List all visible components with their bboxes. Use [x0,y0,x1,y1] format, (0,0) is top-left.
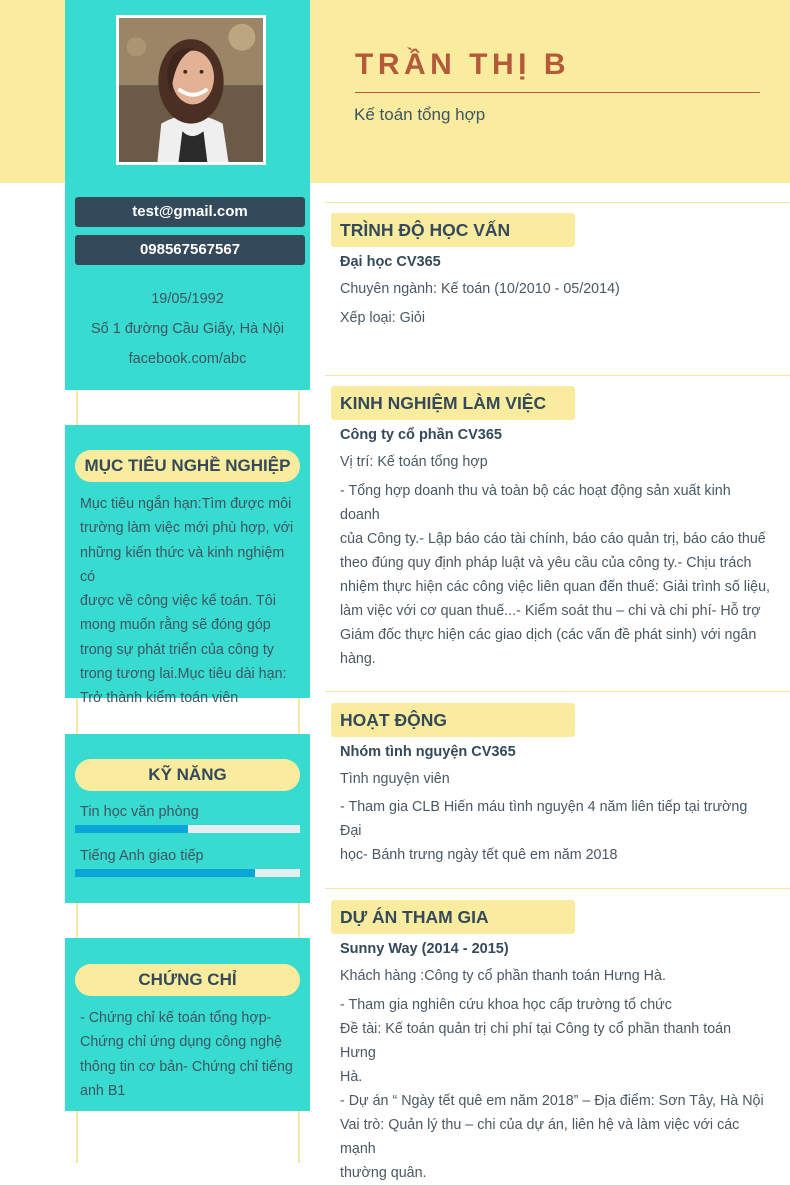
candidate-name: TRẦN THỊ B [355,48,570,81]
experience-description [340,479,770,671]
experience-line: theo đúng quy định pháp luật và yêu cầu của công ty.- Chịu trách [340,555,752,571]
objective-line: những kiến thức và kinh nghiệm có [80,544,285,585]
education-major: Chuyên ngành: Kế toán (10/2010 - 05/2014) [340,281,620,297]
objective-line: Mục tiêu ngắn hạn:Tìm được môi [80,496,292,512]
experience-line: làm việc với cơ quan thuế...- Kiểm soát thu – chi và chi phí- Hỗ trợ [340,603,761,619]
objective-heading: MỤC TIÊU NGHỀ NGHIỆP [75,450,300,482]
objective-line: trong sự phát triển của công ty [80,641,274,658]
skill-bar-track [75,825,300,833]
objective-text [80,492,302,711]
project-description [340,993,770,1185]
section-divider [325,691,790,692]
skills-heading: KỸ NĂNG [75,759,300,791]
project-line: Vai trò: Quản lý thu – chi của dự án, liên hệ và làm việc với các mạnh [340,1117,740,1157]
certificates-text [80,1006,302,1103]
avatar [116,15,266,165]
project-line: thường quân. [340,1165,427,1181]
project-name: Sunny Way (2014 - 2015) [340,941,509,957]
certificate-line: thông tin cơ bản- Chứng chỉ tiếng [80,1058,293,1075]
certificates-heading: CHỨNG CHỈ [75,964,300,996]
avatar-photo [119,18,263,162]
activities-org: Nhóm tình nguyện CV365 [340,744,516,760]
education-rank: Xếp loại: Giỏi [340,310,426,326]
education-heading: TRÌNH ĐỘ HỌC VẤN [331,213,575,247]
activities-role: Tình nguyện viên [340,771,450,787]
experience-line: Giám đốc thực hiện các giao dịch (các vấn đề phát sinh) với ngân [340,627,757,643]
certificate-line: Chứng chỉ ứng dụng công nghệ [80,1034,282,1051]
objective-line: được về công việc kế toán. Tôi [80,593,276,610]
facebook-text: facebook.com/abc [128,351,247,367]
project-line: - Tham gia nghiên cứu khoa học cấp trường tổ chức [340,997,672,1013]
project-line: - Dự án “ Ngày tết quê em năm 2018” – Địa điểm: Sơn Tây, Hà Nội [340,1093,764,1109]
skill-bar-fill [75,825,188,833]
skill-bar-track [75,869,300,877]
activities-description [340,795,770,867]
experience-line: nhiệm thực hiện các công việc liên quan đến thuế: Giải trình số liệu, [340,579,770,595]
education-school: Đại học CV365 [340,254,441,270]
experience-position: Vị trí: Kế toán tổng hợp [340,454,488,470]
certificate-line: anh B1 [80,1082,126,1099]
section-divider [325,202,790,203]
activities-line: học- Bánh trưng ngày tết quê em năm 2018 [340,847,618,863]
objective-line: Trở thành kiểm toán viên [80,690,239,707]
skill-name: Tiếng Anh giao tiếp [80,848,204,864]
activities-line: - Tham gia CLB Hiến máu tình nguyện 4 năm liên tiếp tại trường Đại [340,799,748,839]
objective-line: trường làm việc mới phù hợp, với [80,520,294,537]
experience-line: của Công ty.- Lập báo cáo tài chính, báo cáo quản trị, báo cáo thuế [340,531,766,547]
job-title: Kế toán tổng hợp [354,105,486,124]
objective-line: mong muốn rằng sẽ đóng góp [80,617,271,634]
name-divider [355,92,760,93]
project-line: Đề tài: Kế toán quản trị chi phí tại Công ty cổ phần thanh toán Hưng [340,1021,732,1061]
section-divider [325,888,790,889]
experience-heading: KINH NGHIỆM LÀM VIỆC [331,386,575,420]
experience-line: hàng. [340,651,376,667]
experience-line: - Tổng hợp doanh thu và toàn bộ các hoạt động sản xuất kinh doanh [340,483,731,523]
project-line: Hà. [340,1069,363,1085]
address-text: Số 1 đường Cầu Giấy, Hà Nội [90,321,285,337]
objective-line: trong tương lai.Mục tiêu dài hạn: [80,666,287,683]
skill-name: Tin học văn phòng [80,804,199,820]
email-badge: test@gmail.com [75,197,305,227]
certificate-line: - Chứng chỉ kế toán tổng hợp- [80,1010,272,1026]
project-client: Khách hàng :Công ty cổ phần thanh toán Hưng Hà. [340,968,666,984]
section-divider [325,375,790,376]
projects-heading: DỰ ÁN THAM GIA [331,900,575,934]
activities-heading: HOẠT ĐỘNG [331,703,575,737]
experience-company: Công ty cổ phần CV365 [340,427,502,443]
birthday-text: 19/05/1992 [151,291,224,307]
skill-bar-fill [75,869,255,877]
phone-badge: 098567567567 [75,235,305,265]
